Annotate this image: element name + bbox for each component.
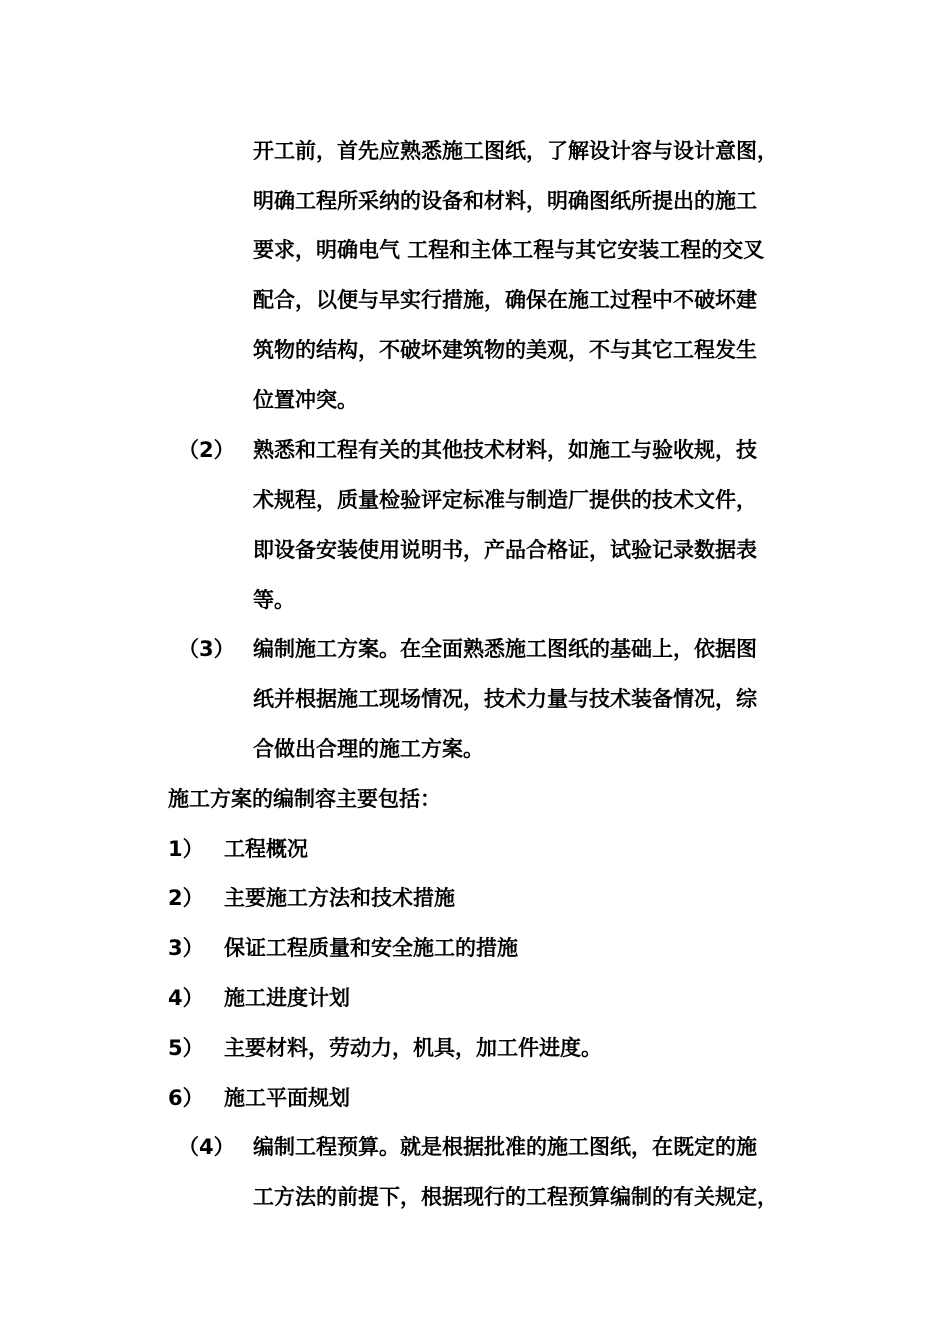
plan-intro: 施工方案的编制容主要包括： <box>168 787 441 811</box>
item4-line-2: 工方法的前提下，根据现行的工程预算编制的有关规定， <box>253 1185 778 1209</box>
item3-number: （3） <box>178 637 235 661</box>
plan-item-5-text: 主要材料，劳动力，机具，加工件进度。 <box>224 1036 602 1060</box>
item1-line-1: 开工前，首先应熟悉施工图纸，了解设计容与设计意图， <box>253 139 778 163</box>
item2-line-3: 即设备安装使用说明书，产品合格证，试验记录数据表 <box>253 538 757 562</box>
item4-line-1: 编制工程预算。就是根据批准的施工图纸，在既定的施 <box>253 1135 757 1159</box>
item2-line-1: 熟悉和工程有关的其他技术材料，如施工与验收规，技 <box>253 438 757 462</box>
item2-number: （2） <box>178 438 235 462</box>
item1-line-3: 要求，明确电气 工程和主体工程与其它安装工程的交叉 <box>253 238 765 262</box>
item1-line-2: 明确工程所采纳的设备和材料，明确图纸所提出的施工 <box>253 189 757 213</box>
item3-line-1: 编制施工方案。在全面熟悉施工图纸的基础上，依据图 <box>253 637 757 661</box>
item3-line-2: 纸并根据施工现场情况，技术力量与技术装备情况，综 <box>253 687 757 711</box>
item2-line-2: 术规程，质量检验评定标准与制造厂提供的技术文件， <box>253 488 757 512</box>
plan-item-1-number: 1） <box>168 837 204 861</box>
item1-line-5: 筑物的结构，不破坏建筑物的美观，不与其它工程发生 <box>253 338 757 362</box>
plan-item-3-text: 保证工程质量和安全施工的措施 <box>224 936 518 960</box>
plan-item-4-number: 4） <box>168 986 204 1010</box>
plan-item-4-text: 施工进度计划 <box>224 986 350 1010</box>
plan-item-2-text: 主要施工方法和技术措施 <box>224 886 455 910</box>
plan-item-3-number: 3） <box>168 936 204 960</box>
item1-line-6: 位置冲突。 <box>253 388 358 412</box>
plan-item-6-text: 施工平面规划 <box>224 1086 350 1110</box>
plan-item-2-number: 2） <box>168 886 204 910</box>
item4-number: （4） <box>178 1135 235 1159</box>
plan-item-6-number: 6） <box>168 1086 204 1110</box>
plan-item-5-number: 5） <box>168 1036 204 1060</box>
item3-line-3: 合做出合理的施工方案。 <box>253 737 484 761</box>
item2-line-4: 等。 <box>253 588 295 612</box>
item1-line-4: 配合，以便与早实行措施，确保在施工过程中不破坏建 <box>253 288 757 312</box>
plan-item-1-text: 工程概况 <box>224 837 308 861</box>
